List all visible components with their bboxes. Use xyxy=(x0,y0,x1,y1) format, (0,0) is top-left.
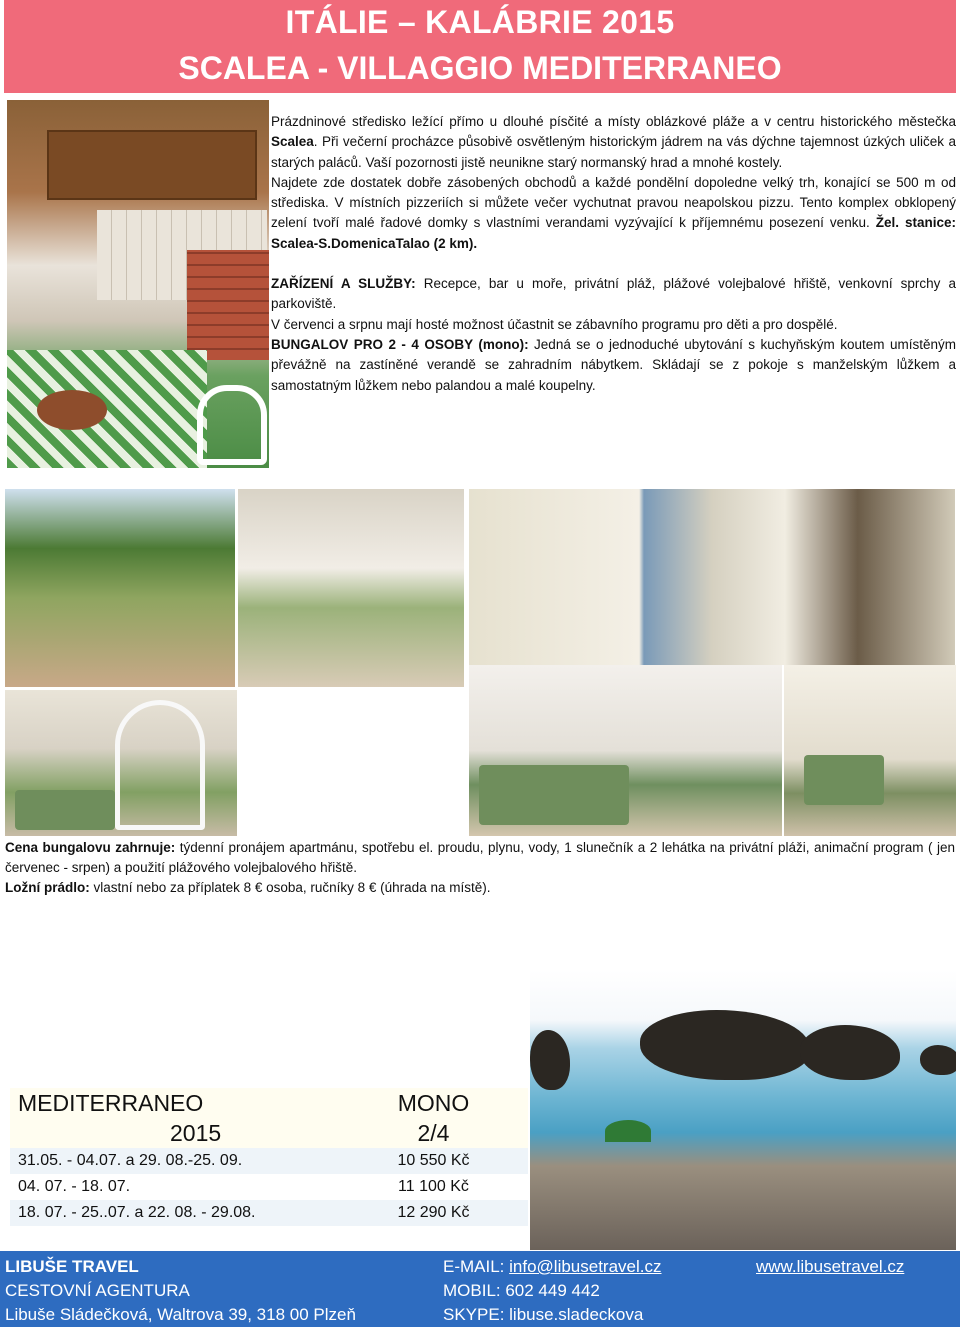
email-link[interactable]: info@libusetravel.cz xyxy=(509,1257,662,1276)
footer xyxy=(0,1251,960,1327)
table-row: 18. 07. - 25..07. a 22. 08. - 29.08. 12 290 Kč xyxy=(10,1200,528,1226)
kitchen-corner-photo xyxy=(238,489,464,687)
bungalow-entrance-photo xyxy=(469,489,955,665)
intro-paragraph: Prázdninové středisko ležící přímo u dlouhé písčité a místy oblázkové pláže a v centru historického městečka Scalea. Při večerní procházce působivě osvětleným historickým jádrem na vás dýchne tajemnost úzkých uliček a starých paláců. Vaší pozornosti jistě neunikne starý normanský hrad a mnohé kostely. xyxy=(271,114,956,170)
email-line: E-MAIL: info@libusetravel.cz xyxy=(443,1257,662,1276)
bedroom-photo xyxy=(469,665,782,836)
intro-paragraph-2: Najdete zde dostatek dobře zásobených obchodů a každé pondělní dopoledne velký trh, konající se 500 m od střediska. V místních pizzeriích si můžete večer vychutnat pravou neapolskou pizzu. Tento komplex obklopený zelení tvoří malé řadové domky s vlastními verandami vyzývající k příjemnému posezení venku. Žel. stanice: Scalea-S.DomenicaTalao (2 km). xyxy=(271,174,956,251)
header-banner xyxy=(4,0,956,93)
table-row: 31.05. - 04.07. a 29. 08.-25. 09. 10 550 Kč xyxy=(10,1148,528,1174)
bungalow-paragraph: BUNGALOV PRO 2 - 4 OSOBY (mono): Jedná se o jednoduché ubytování s kuchyňským koutem umístěným převážně na zastíněné verandě se zahradním nábytkem. Skládají se z pokoje s manželským lůžkem a samostatným lůžkem nebo palandou a malé koupelny. xyxy=(271,336,957,393)
address: Libuše Sládečková, Waltrova 39, 318 00 Plzeň xyxy=(5,1305,356,1324)
bunk-bed-photo xyxy=(5,690,237,836)
table-header-type: MONO xyxy=(339,1088,528,1118)
table-header-resort: MEDITERRANEO xyxy=(10,1088,339,1118)
table-header-capacity: 2/4 xyxy=(339,1118,528,1148)
bunk-room-photo xyxy=(784,665,956,836)
beach-photo xyxy=(530,970,956,1250)
page-title: ITÁLIE – KALÁBRIE 2015 xyxy=(285,4,675,40)
agency-label: CESTOVNÍ AGENTURA xyxy=(5,1281,190,1300)
phone: MOBIL: 602 449 442 xyxy=(443,1281,600,1300)
company-name: LIBUŠE TRAVEL xyxy=(5,1257,139,1276)
price-table xyxy=(10,1088,528,1226)
table-header-year: 2015 xyxy=(10,1118,339,1148)
skype: SKYPE: libuse.sladeckova xyxy=(443,1305,644,1324)
kitchen-veranda-photo xyxy=(7,100,269,468)
website-link[interactable]: www.libusetravel.cz xyxy=(756,1257,905,1276)
table-row: 04. 07. - 18. 07. 11 100 Kč xyxy=(10,1174,528,1200)
program-paragraph: V červenci a srpnu mají hosté možnost účastnit se zábavního programu pro děti a pro dospělé. xyxy=(271,316,838,332)
garden-path-photo xyxy=(5,489,235,687)
price-includes: Cena bungalovu zahrnuje: týdenní pronájem apartmánu, spotřebu el. proudu, plynu, vody, 1 slunečník a 2 lehátka na privátní pláži, animační program ( jen červenec - srpen) a použití plážového volejbalového hřiště. Ložní prádlo: vlastní nebo za příplatek 8 € osoba, ručníky 8 € (úhrada na místě). xyxy=(5,840,955,895)
page-subtitle: SCALEA - VILLAGGIO MEDITERRANEO xyxy=(178,50,782,86)
services-paragraph: ZAŘÍZENÍ A SLUŽBY: Recepce, bar u moře, privátní pláž, plážové volejbalové hřiště, venkovní sprchy a parkoviště. xyxy=(271,276,956,312)
intro-text xyxy=(271,112,956,396)
